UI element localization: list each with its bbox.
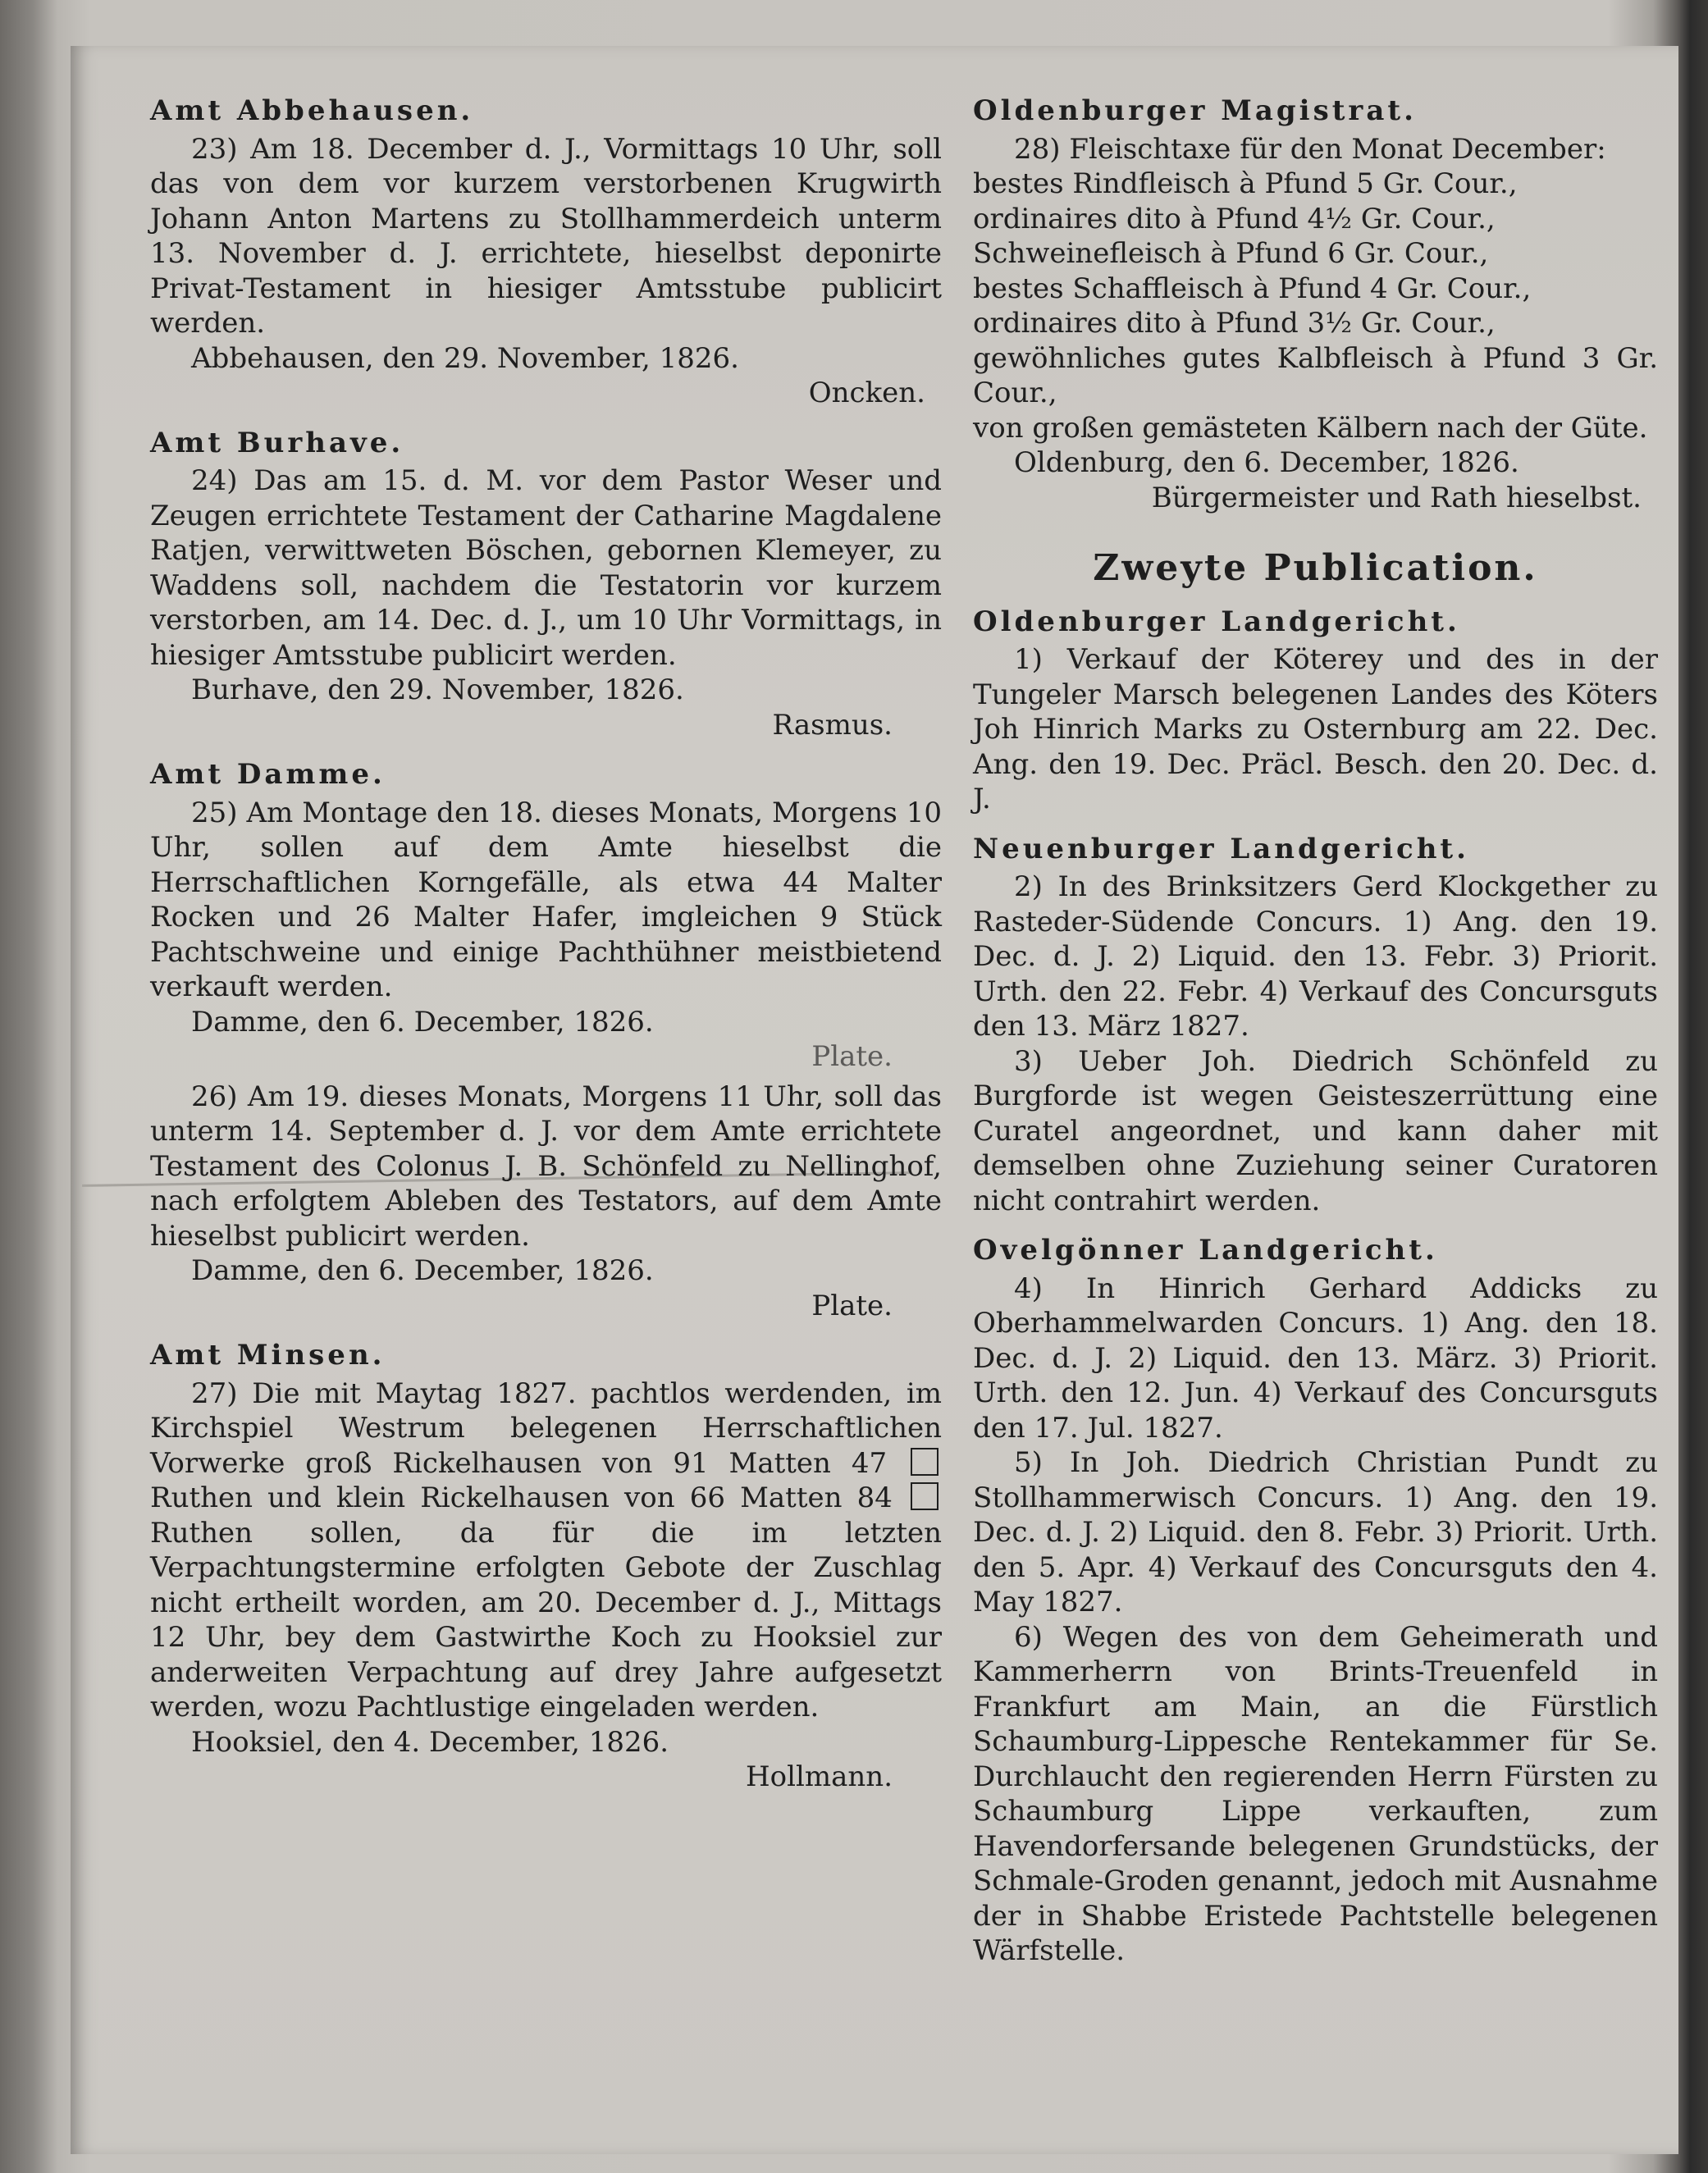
right-column	[973, 89, 1658, 1984]
notice-text: 25) Am Montage den 18. dieses Monats, Morgens 10 Uhr, sollen auf dem Amte hieselbst die Herrschaftlichen Korngefälle, als etwa 44 Malter Rocken und 26 Malter Hafer, imgleichen 9 Stück Pachtschweine und einige Pachthühner meistbietend verkauft werden.	[150, 796, 942, 1003]
price-line: Schweinefleisch à Pfund 6 Gr. Cour.,	[973, 237, 1489, 270]
notice-text: 4) In Hinrich Gerhard Addicks zu Oberhammelwarden Concurs. 1) Ang. den 18. Dec. d. J. 2) Liquid. den 13. März. 3) Priorit. Urth. den 12. Jun. 4) Verkauf des Concursguts den 17. Jul. 1827.	[973, 1271, 1658, 1445]
notice-date: Hooksiel, den 4. December, 1826.	[191, 1725, 669, 1759]
notice-text: 23) Am 18. December d. J., Vormittags 10 Uhr, soll das von dem vor kurzem verstorbenen Krugwirth Johann Anton Martens zu Stollhammerdeich unterm 13. November d. J. errichtete, hieselbst deponirte Privat-Testament in hiesiger Amtsstube publicirt werden.	[150, 132, 942, 340]
notice-date: Burhave, den 29. November, 1826.	[191, 673, 684, 706]
notice-text: 28) Fleischtaxe für den Monat December:	[1014, 132, 1606, 166]
notice-landgericht-ovelgoenne	[973, 1233, 1658, 1969]
notice-text	[150, 1376, 942, 1725]
heading-landgericht-neuenburg: Neuenburger Landgericht.	[973, 832, 1469, 865]
notice-text-part: Ruthen sollen, da für die im letzten Verpachtungstermine erfolgten Gebote der Zuschlag nicht ertheilt worden, am 20. December d. J., Mittags 12 Uhr, bey dem Gastwirthe Koch zu Hooksiel zur anderweiten Verpachtung auf drey Jahre aufgesetzt werden, wozu Pachtlustige eingeladen werden.	[150, 1516, 942, 1723]
heading-landgericht-oldenburg: Oldenburger Landgericht.	[973, 605, 1460, 638]
price-list	[973, 167, 1658, 445]
square-rod-symbol	[911, 1448, 938, 1476]
price-line: von großen gemästeten Kälbern nach der Güte.	[973, 411, 1648, 445]
notice-text: 24) Das am 15. d. M. vor dem Pastor Weser und Zeugen errichtete Testament der Catharine Magdalene Ratjen, verwittweten Böschen, gebornen Klemeyer, zu Waddens soll, nachdem die Testatorin vor kurzem verstorben, am 14. Dec. d. J., um 10 Uhr Vormittags, in hiesiger Amtsstube publicirt werden.	[150, 464, 942, 672]
notice-text: 2) In des Brinksitzers Gerd Klockgether zu Rasteder-Südende Concurs. 1) Ang. den 19. Dec. d. J. 2) Liquid. den 13. Febr. 3) Priorit. Urth. den 22. Febr. 4) Verkauf des Concursguts den 13. März 1827.	[973, 870, 1658, 1043]
notice-magistrat	[973, 94, 1658, 515]
notice-text: 5) In Joh. Diedrich Christian Pundt zu Stollhammerwisch Concurs. 1) Ang. den 19. Dec. d. J. 2) Liquid. den 8. Febr. 3) Priorit. Urth. den 5. Apr. 4) Verkauf des Concursguts den 4. May 1827.	[973, 1446, 1658, 1618]
notice-text: 26) Am 19. dieses Monats, Morgens 11 Uhr, soll das unterm 14. September d. J. vor dem Amte errichtete Testament des Colonus J. B. Schönfeld zu Nellinghof, nach erfolgtem Ableben des Testators, auf dem Amte hieselbst publicirt werden.	[150, 1080, 942, 1253]
notice-abbehausen	[150, 94, 942, 411]
notice-landgericht-oldenburg	[973, 605, 1658, 817]
notice-date: Damme, den 6. December, 1826.	[191, 1254, 654, 1287]
notice-date: Oldenburg, den 6. December, 1826.	[1014, 446, 1519, 479]
price-line: ordinaires dito à Pfund 3½ Gr. Cour.,	[973, 307, 1496, 340]
heading-magistrat: Oldenburger Magistrat.	[973, 94, 1417, 127]
price-line: bestes Schaffleisch à Pfund 4 Gr. Cour.,	[973, 272, 1532, 305]
notice-landgericht-neuenburg	[973, 832, 1658, 1219]
notice-text: 3) Ueber Joh. Diedrich Schönfeld zu Burgforde ist wegen Geisteszerrüttung eine Curatel angeordnet, und kann daher mit demselben ohne Zuziehung seiner Curatoren nicht contrahirt werden.	[973, 1044, 1658, 1217]
notice-signature: Hollmann.	[746, 1760, 893, 1793]
notice-date: Abbehausen, den 29. November, 1826.	[191, 341, 739, 375]
price-line: ordinaires dito à Pfund 4½ Gr. Cour.,	[973, 202, 1496, 235]
notice-signature: Plate.	[811, 1289, 893, 1322]
square-rod-symbol	[911, 1482, 938, 1510]
notice-signature: Rasmus.	[772, 708, 893, 742]
notice-text-part: Ruthen und klein Rickelhausen von 66 Matten 84	[150, 1481, 893, 1514]
publication-heading: Zweyte Publication.	[1093, 547, 1538, 589]
heading-burhave: Amt Burhave.	[150, 426, 404, 459]
notice-damme	[150, 757, 942, 1323]
heading-minsen: Amt Minsen.	[150, 1339, 386, 1372]
heading-landgericht-ovelgoenne: Ovelgönner Landgericht.	[973, 1234, 1438, 1267]
notice-date: Damme, den 6. December, 1826.	[191, 1005, 654, 1039]
notice-burhave	[150, 426, 942, 743]
notice-signature: Bürgermeister und Rath hieselbst.	[1151, 481, 1642, 514]
price-line: bestes Rindfleisch à Pfund 5 Gr. Cour.,	[973, 167, 1518, 200]
notice-text: 1) Verkauf der Köterey und des in der Tungeler Marsch belegenen Landes des Köters Joh Hinrich Marks zu Osternburg am 22. Dec. Ang. den 19. Dec. Präcl. Besch. den 20. Dec. d. J.	[973, 643, 1658, 815]
price-line: gewöhnliches gutes Kalbfleisch à Pfund 3 Gr. Cour.,	[973, 341, 1658, 409]
notice-text: 6) Wegen des von dem Geheimerath und Kammerherrn von Brints-Treuenfeld in Frankfurt am Main, an die Fürstlich Schaumburg-Lippesche Rentekammer für Se. Durchlaucht den regierenden Herrn Fürsten zu Schaumburg Lippe verkauften, zum Havendorfersande belegenen Grundstücks, der Schmale-Groden genannt, jedoch mit Ausnahme der in Shabbe Eristede Pachtstelle belegenen Wärfstelle.	[973, 1620, 1658, 1967]
heading-damme: Amt Damme.	[150, 758, 386, 791]
notice-minsen	[150, 1338, 942, 1795]
notice-signature: Oncken.	[808, 377, 925, 409]
heading-abbehausen: Amt Abbehausen.	[150, 94, 474, 127]
left-column	[150, 89, 942, 1810]
notice-text-part: 27) Die mit Maytag 1827. pachtlos werdenden, im Kirchspiel Westrum belegenen Herrschaftlichen Vorwerke groß Rickelhausen von 91 Matten 47	[150, 1376, 942, 1480]
notice-signature: Plate.	[811, 1040, 893, 1073]
